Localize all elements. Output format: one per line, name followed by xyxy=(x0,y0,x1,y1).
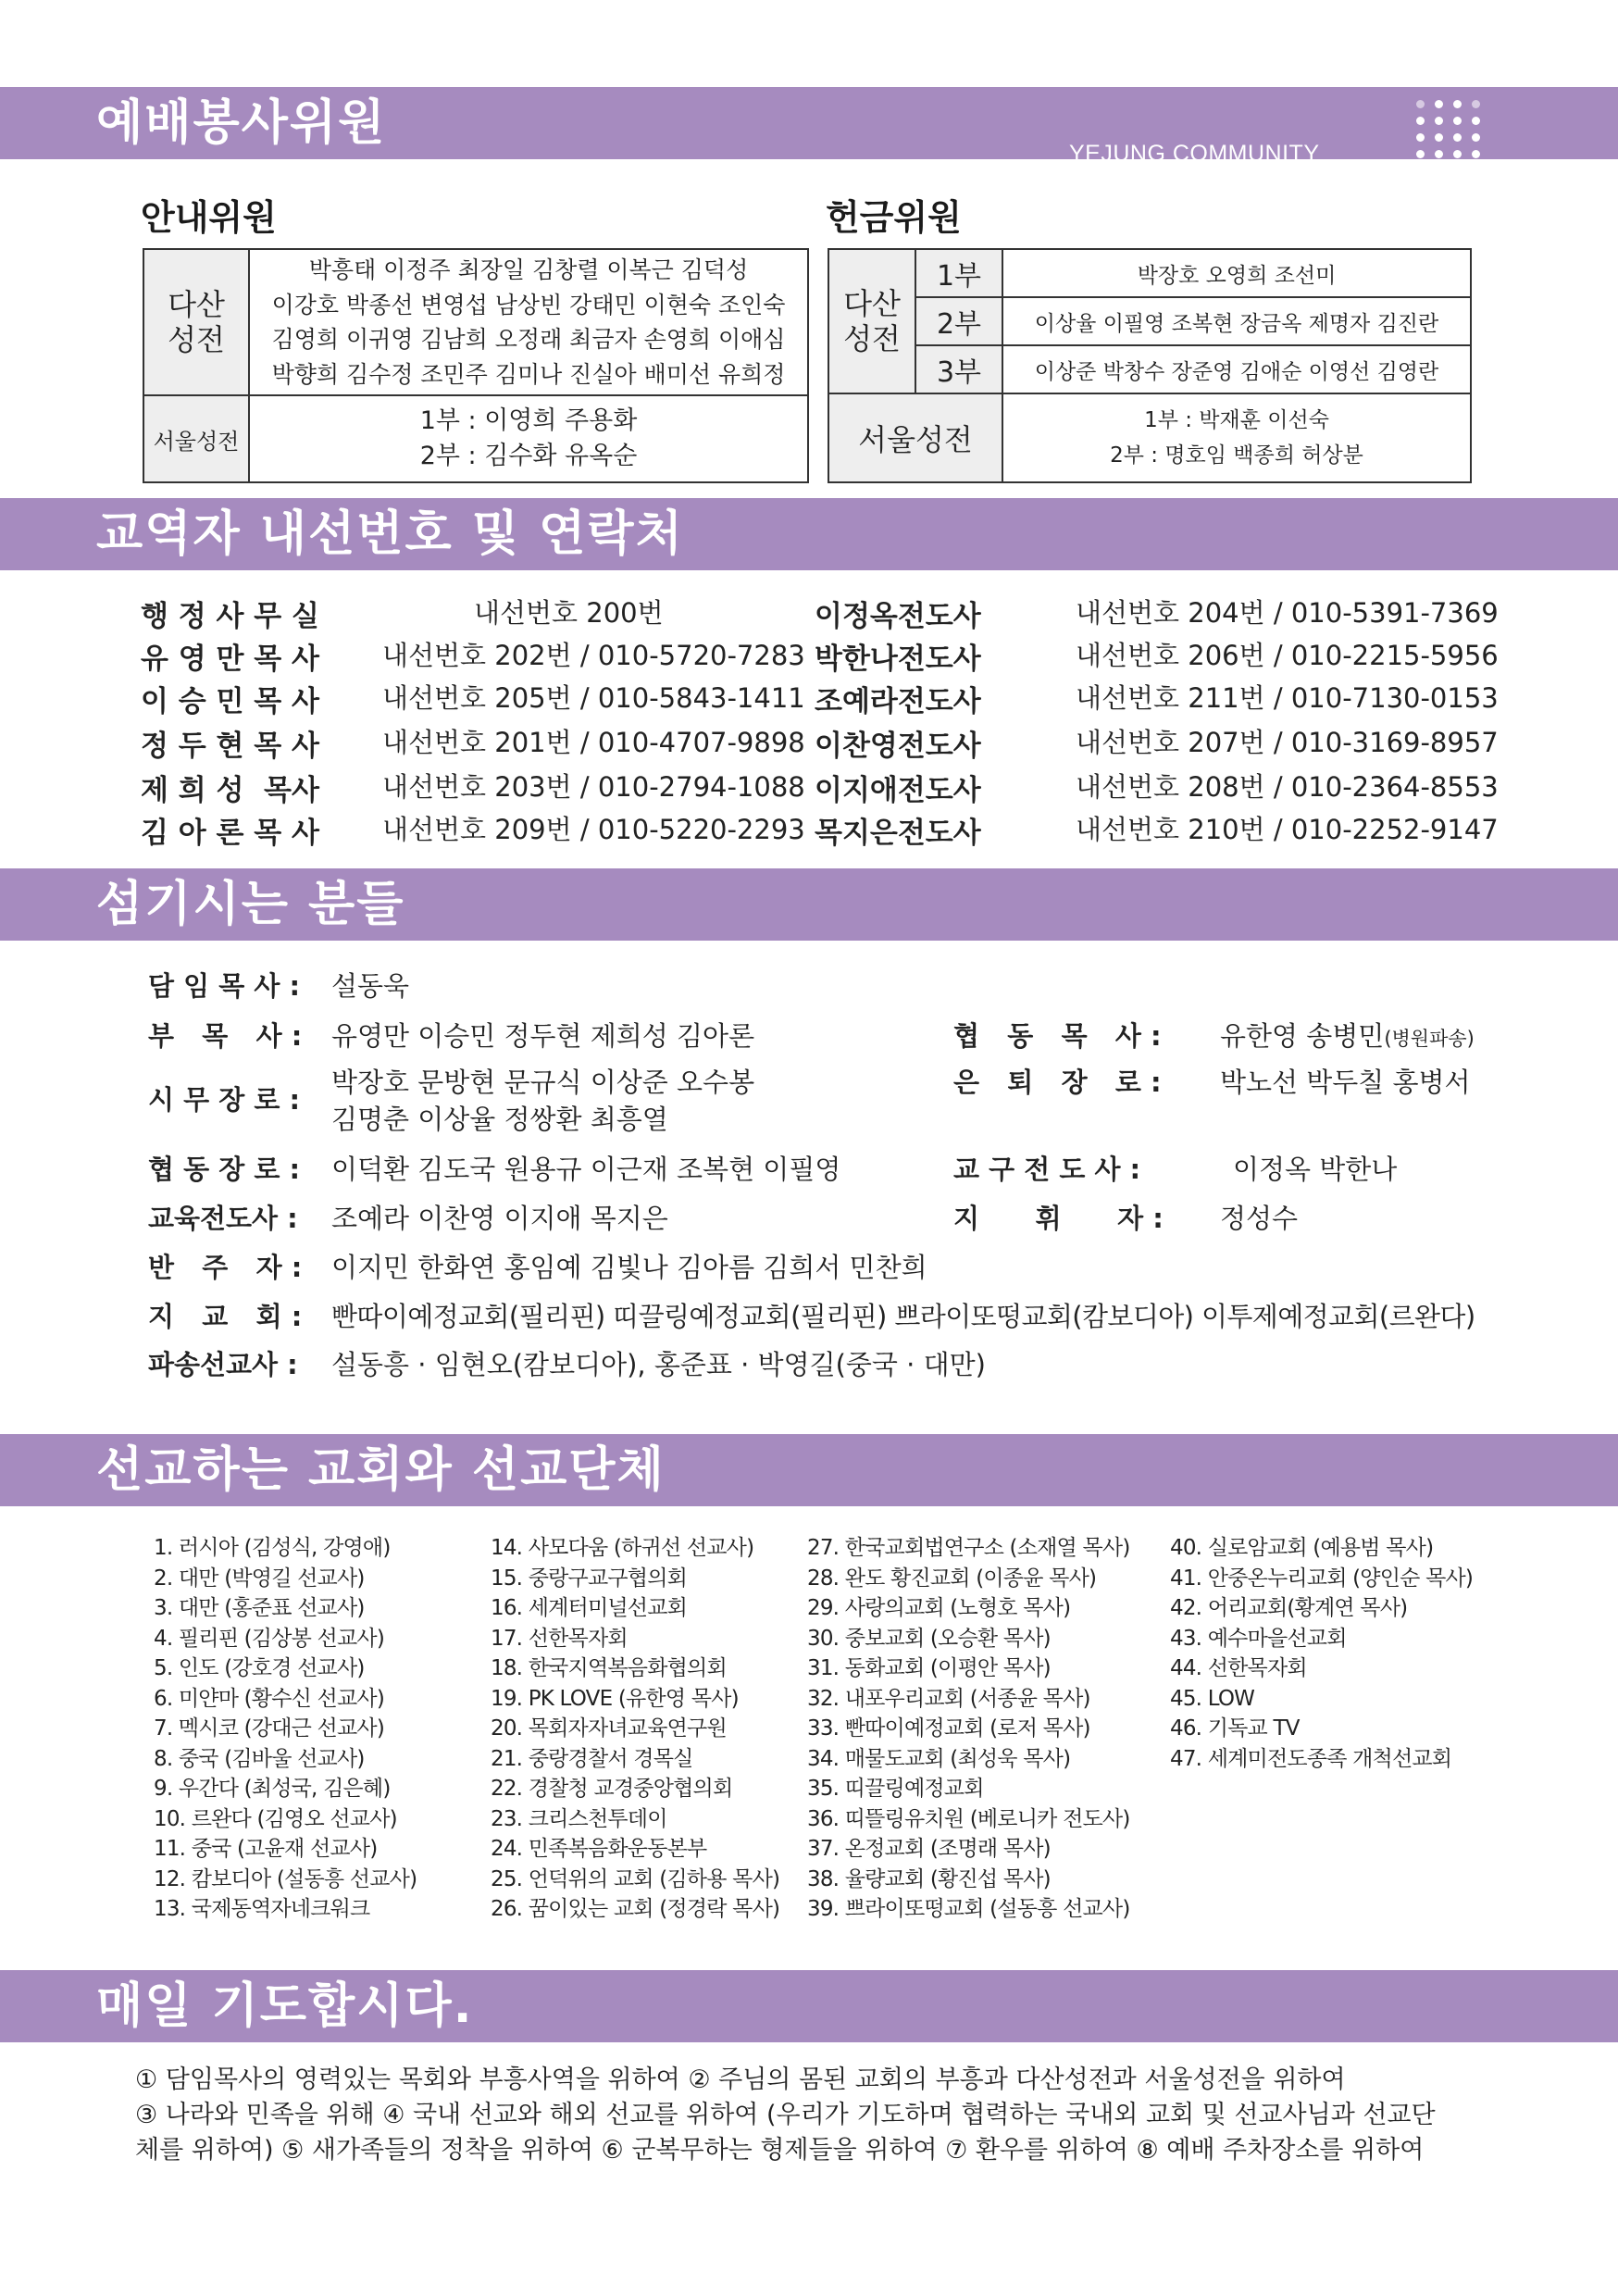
mission-item: 44. 선한목자회 xyxy=(1170,1656,1307,1680)
offering-dasan-label: 다산 성전 xyxy=(828,249,915,393)
accompanists: 이지민 한화연 홍임예 김빛나 김아름 김희서 민찬희 xyxy=(331,1252,927,1283)
mission-item: 10. 르완다 (김영오 선교사) xyxy=(154,1806,397,1831)
prayer-line: 체를 위하여) ⑤ 새가족들의 정착을 위하여 ⑥ 군복무하는 형제들을 위하여 ⑦ 환우를 위하여 ⑧ 예배 주차장소를 위하여 xyxy=(135,2136,1425,2165)
mission-column-2 xyxy=(491,1533,779,1925)
mission-item: 4. 필리핀 (김상봉 선교사) xyxy=(154,1626,384,1651)
mission-item: 26. 꿈이있는 교회 (정경락 목사) xyxy=(491,1897,780,1921)
coop-elders: 이덕환 김도국 원용규 이근재 조복현 이필영 xyxy=(331,1154,841,1185)
coop-pastor-note: (병원파송) xyxy=(1384,1028,1475,1050)
contact-info: 내선번호 209번 / 010-5220-2293 xyxy=(382,814,805,845)
mission-item: 41. 안중온누리교회 (양인순 목사) xyxy=(1170,1566,1474,1591)
logo-dot xyxy=(1435,150,1443,158)
mission-item: 38. 율량교회 (황진섭 목사) xyxy=(807,1866,1051,1891)
dasan-ushers-names: 박흥태 이정주 최장일 김창렬 이복근 김덕성 이강호 박종선 변영섭 남상빈 강태민 이현숙 조인숙 김영희 이귀영 김남희 오정래 최금자 손영희 이애심 박향희 김수정 조민주 김미나 진실아 배미선 유희정 xyxy=(249,249,808,395)
mission-item: 35. 띠끌링예정교회 xyxy=(807,1777,984,1801)
logo-dot xyxy=(1453,167,1462,175)
associate-label: 부 목 사 : xyxy=(148,1020,303,1052)
mission-item: 21. 중랑경찰서 경목실 xyxy=(491,1746,693,1771)
mission-item: 15. 중랑구교구협의회 xyxy=(491,1566,688,1591)
mission-item: 17. 선한목자회 xyxy=(491,1626,628,1651)
contact-info: 내선번호 203번 / 010-2794-1088 xyxy=(382,771,805,803)
contact-name: 조예라전도사 xyxy=(815,685,981,718)
elders-label: 시 무 장 로 : xyxy=(148,1084,301,1116)
offering-seoul-names: 1부 : 박재훈 이선숙 2부 : 명호임 백종희 허상분 xyxy=(1002,393,1471,482)
mission-item: 36. 띠뜰링유치원 (베로니카 전도사) xyxy=(807,1806,1130,1831)
ushers-title: 안내위원 xyxy=(141,197,277,238)
mission-item: 5. 인도 (강호경 선교사) xyxy=(154,1656,365,1680)
missionary-label: 파송선교사 : xyxy=(148,1349,298,1380)
mission-item: 34. 매물도교회 (최성욱 목사) xyxy=(807,1746,1071,1771)
contact-name: 박한나전도사 xyxy=(815,643,981,676)
edu-evangelists: 조예라 이찬영 이지애 목지은 xyxy=(331,1203,668,1234)
coop-pastors: 유한영 송병민(병원파송) xyxy=(1220,1020,1475,1052)
logo-dot xyxy=(1416,150,1425,158)
dasan-label: 다산 성전 xyxy=(143,249,249,395)
contact-info: 내선번호 202번 / 010-5720-7283 xyxy=(382,640,805,671)
logo-dot xyxy=(1472,100,1480,108)
offering-title: 헌금위원 xyxy=(826,197,962,238)
senior-pastor: 설동욱 xyxy=(331,970,410,1002)
contact-info: 내선번호 211번 / 010-7130-0153 xyxy=(1076,682,1499,714)
mission-item: 1. 러시아 (김성식, 강영애) xyxy=(154,1536,391,1560)
offering-seoul-label: 서울성전 xyxy=(828,393,1002,482)
mission-item: 22. 경찰청 교경중앙협의회 xyxy=(491,1777,733,1801)
mission-item: 47. 세계미전도종족 개척선교회 xyxy=(1170,1746,1452,1771)
contact-name: 김 아 론 목 사 xyxy=(141,817,319,850)
senior-pastor-label: 담 임 목 사 : xyxy=(148,970,301,1002)
section-title: 예배봉사위원 xyxy=(96,95,387,151)
branch-church-label: 지 교 회 : xyxy=(148,1301,303,1332)
contact-name: 이찬영전도사 xyxy=(815,730,981,763)
service-names: 박장호 오영희 조선미 xyxy=(1002,249,1471,297)
prayer-line: ③ 나라와 민족을 위해 ④ 국내 선교와 해외 선교를 위하여 (우리가 기도하며 협력하는 국내외 교회 및 선교사님과 선교단 xyxy=(135,2101,1436,2129)
logo-dot xyxy=(1453,100,1462,108)
elders-line-1: 박장호 문방현 문규식 이상준 오수봉 xyxy=(331,1067,755,1098)
mission-item: 30. 중보교회 (오승환 목사) xyxy=(807,1626,1051,1651)
retired-elders: 박노선 박두칠 홍병서 xyxy=(1220,1067,1471,1098)
brand-text: YEJUNG COMMUNITY xyxy=(1069,141,1320,167)
section-header-worship xyxy=(0,87,1618,167)
mission-item: 13. 국제동역자네크워크 xyxy=(154,1897,370,1921)
logo-dot xyxy=(1453,150,1462,158)
mission-item: 40. 실로암교회 (예용범 목사) xyxy=(1170,1536,1434,1560)
service-names: 이상준 박창수 장준영 김애순 이영선 김영란 xyxy=(1002,345,1471,393)
contact-name: 정 두 현 목 사 xyxy=(141,730,319,763)
mission-item: 31. 동화교회 (이평안 목사) xyxy=(807,1656,1051,1680)
service-label: 1부 xyxy=(915,249,1002,297)
mission-item: 46. 기독교 TV xyxy=(1170,1716,1300,1741)
section-header-staff xyxy=(0,498,1618,570)
mission-item: 12. 캄보디아 (설동흥 선교사) xyxy=(154,1866,417,1891)
mission-item: 19. PK LOVE (유한영 목사) xyxy=(491,1686,739,1711)
mission-item: 2. 대만 (박영길 선교사) xyxy=(154,1566,365,1591)
mission-item: 25. 언덕위의 교회 (김하용 목사) xyxy=(491,1866,780,1891)
mission-item: 27. 한국교회법연구소 (소재열 목사) xyxy=(807,1536,1130,1560)
contact-info: 내선번호 208번 / 010-2364-8553 xyxy=(1076,771,1499,803)
section-title: 섬기시는 분들 xyxy=(96,877,405,932)
mission-item: 37. 온정교회 (조명래 목사) xyxy=(807,1837,1051,1861)
service-names: 이상율 이필영 조복현 장금옥 제명자 김진란 xyxy=(1002,297,1471,345)
logo-dot xyxy=(1416,117,1425,125)
prayer-list xyxy=(135,2063,1505,2168)
service-label: 2부 xyxy=(915,297,1002,345)
logo-dot xyxy=(1435,117,1443,125)
logo-dot xyxy=(1472,150,1480,158)
mission-item: 3. 대만 (홍준표 선교사) xyxy=(154,1596,365,1620)
missionaries: 설동흥 · 임현오(캄보디아), 홍준표 · 박영길(중국 · 대만) xyxy=(331,1349,986,1380)
elders-line-2: 김명춘 이상율 정쌍환 최흥열 xyxy=(331,1104,668,1135)
coop-pastor-label: 협 동 목 사 : xyxy=(953,1020,1162,1052)
logo-dot xyxy=(1416,167,1425,175)
mission-item: 23. 크리스천투데이 xyxy=(491,1806,667,1831)
contact-info: 내선번호 207번 / 010-3169-8957 xyxy=(1076,727,1499,758)
logo-dot xyxy=(1472,133,1480,142)
contact-info: 내선번호 205번 / 010-5843-1411 xyxy=(382,682,805,714)
offering-table xyxy=(828,248,1472,483)
contact-info: 내선번호 210번 / 010-2252-9147 xyxy=(1076,814,1499,845)
logo-dot xyxy=(1453,133,1462,142)
ushers-table xyxy=(143,248,809,483)
logo-dot xyxy=(1453,117,1462,125)
prayer-line: ① 담임목사의 영력있는 목회와 부흥사역을 위하여 ② 주님의 몸된 교회의 부흥과 다산성전과 서울성전을 위하여 xyxy=(135,2065,1346,2094)
contact-name: 이 승 민 목 사 xyxy=(141,685,319,718)
contact-name: 목지은전도사 xyxy=(815,817,981,850)
contact-name: 이지애전도사 xyxy=(815,774,981,807)
conductor: 정성수 xyxy=(1220,1203,1299,1234)
mission-item: 33. 빤따이예정교회 (로저 목사) xyxy=(807,1716,1090,1741)
local-evangelist-label: 교 구 전 도 사 : xyxy=(953,1154,1141,1185)
section-header-mission xyxy=(0,1434,1618,1506)
mission-item: 43. 예수마을선교회 xyxy=(1170,1626,1347,1651)
mission-item: 28. 완도 황진교회 (이종윤 목사) xyxy=(807,1566,1097,1591)
section-title: 교역자 내선번호 및 연락처 xyxy=(96,506,684,562)
contact-info: 내선번호 206번 / 010-2215-5956 xyxy=(1076,640,1499,671)
mission-item: 11. 중국 (고윤재 선교사) xyxy=(154,1837,378,1861)
seoul-label: 서울성전 xyxy=(143,395,249,482)
section-header-prayer xyxy=(0,1970,1618,2042)
contact-name: 유 영 만 목 사 xyxy=(141,643,319,676)
logo-dot xyxy=(1435,167,1443,175)
section-header-serving xyxy=(0,868,1618,941)
mission-item: 45. LOW xyxy=(1170,1686,1255,1711)
mission-item: 32. 내포우리교회 (서종윤 목사) xyxy=(807,1686,1090,1711)
mission-item: 8. 중국 (김바울 선교사) xyxy=(154,1746,365,1771)
section-title: 선교하는 교회와 선교단체 xyxy=(96,1442,666,1498)
accompanist-label: 반 주 자 : xyxy=(148,1252,303,1283)
mission-item: 20. 목회자자녀교육연구원 xyxy=(491,1716,727,1741)
logo-dot xyxy=(1472,117,1480,125)
logo-dot xyxy=(1416,133,1425,142)
contact-info: 내선번호 200번 xyxy=(474,597,664,629)
mission-item: 6. 미얀마 (황수신 선교사) xyxy=(154,1686,384,1711)
logo-dot xyxy=(1435,133,1443,142)
mission-item: 14. 사모다움 (하귀선 선교사) xyxy=(491,1536,754,1560)
mission-item: 7. 멕시코 (강대근 선교사) xyxy=(154,1716,384,1741)
retired-elders-label: 은 퇴 장 로 : xyxy=(953,1067,1162,1098)
contact-info: 내선번호 204번 / 010-5391-7369 xyxy=(1076,597,1499,629)
service-label: 3부 xyxy=(915,345,1002,393)
contact-name: 제 희 성 목사 xyxy=(141,774,319,807)
mission-item: 29. 사랑의교회 (노형호 목사) xyxy=(807,1596,1071,1620)
mission-item: 39. 쁘라이또떵교회 (설동흥 선교사) xyxy=(807,1897,1130,1921)
mission-item: 42. 어리교회(황계연 목사) xyxy=(1170,1596,1408,1620)
logo-dot xyxy=(1416,100,1425,108)
mission-column-3 xyxy=(807,1533,1130,1925)
local-evangelists: 이정옥 박한나 xyxy=(1233,1154,1398,1185)
contact-name: 행 정 사 무 실 xyxy=(141,600,319,633)
seoul-ushers-names: 1부 : 이영희 주용화 2부 : 김수화 유옥순 xyxy=(249,395,808,482)
conductor-label: 지 휘 자 : xyxy=(953,1203,1164,1234)
contact-name: 이정옥전도사 xyxy=(815,600,981,633)
mission-item: 18. 한국지역복음화협의회 xyxy=(491,1656,727,1680)
logo-dot xyxy=(1472,167,1480,175)
mission-item: 9. 우간다 (최성국, 김은혜) xyxy=(154,1777,391,1801)
section-title: 매일 기도합시다. xyxy=(96,1978,474,2034)
contact-info: 내선번호 201번 / 010-4707-9898 xyxy=(382,727,805,758)
associate-pastors: 유영만 이승민 정두현 제희성 김아론 xyxy=(331,1020,755,1052)
edu-evangelist-label: 교육전도사 : xyxy=(148,1203,298,1234)
mission-column-1 xyxy=(154,1533,417,1925)
logo-dot xyxy=(1435,100,1443,108)
mission-item: 24. 민족복음화운동본부 xyxy=(491,1837,707,1861)
mission-item: 16. 세계터미널선교회 xyxy=(491,1596,688,1620)
mission-column-4 xyxy=(1170,1533,1473,1774)
coop-elders-label: 협 동 장 로 : xyxy=(148,1154,301,1185)
branch-churches: 빤따이예정교회(필리핀) 띠끌링예정교회(필리핀) 쁘라이또떵교회(캄보디아) 이투제예정교회(르완다) xyxy=(331,1301,1475,1332)
